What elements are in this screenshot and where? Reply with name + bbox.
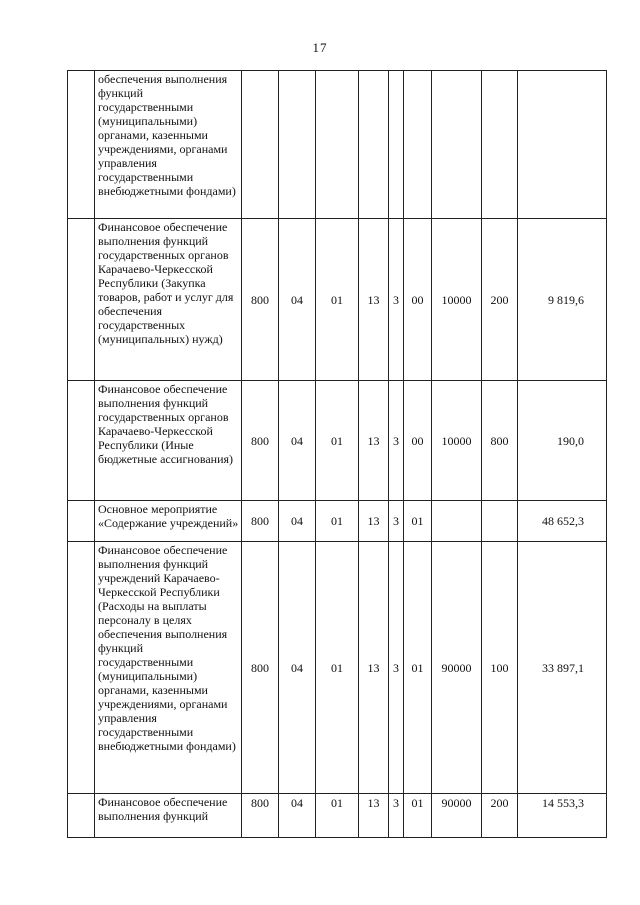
code-direction: 10000: [432, 381, 482, 501]
code-ministry: [242, 71, 279, 219]
code-section: 04: [279, 501, 316, 542]
table-cell-empty: [68, 381, 95, 501]
code-expense-type: [482, 501, 518, 542]
code-program: 13: [359, 794, 389, 838]
row-description: обеспечения выполнения функций государственными (муниципальными) органами, казенными учреждениями, органами управления государственными внебюджетными фондами): [95, 71, 242, 219]
table-cell-empty: [68, 501, 95, 542]
code-expense-type: [482, 71, 518, 219]
code-expense-type: 100: [482, 542, 518, 794]
code-activity: 00: [404, 381, 432, 501]
code-subsection: 01: [316, 542, 359, 794]
row-amount: 190,0: [518, 381, 607, 501]
code-subsection: [316, 71, 359, 219]
code-subprogram: 3: [389, 542, 404, 794]
code-direction: 10000: [432, 219, 482, 381]
table-row: [68, 219, 607, 381]
code-activity: 01: [404, 501, 432, 542]
code-program: 13: [359, 501, 389, 542]
code-subsection: 01: [316, 381, 359, 501]
code-section: 04: [279, 219, 316, 381]
row-amount: 9 819,6: [518, 219, 607, 381]
code-direction: 90000: [432, 542, 482, 794]
code-ministry: 800: [242, 501, 279, 542]
code-direction: [432, 501, 482, 542]
table-cell-empty: [68, 794, 95, 838]
code-subprogram: 3: [389, 794, 404, 838]
table-row: [68, 501, 607, 542]
table-cell-empty: [68, 219, 95, 381]
row-amount: 14 553,3: [518, 794, 607, 838]
code-ministry: 800: [242, 219, 279, 381]
row-description: Финансовое обеспечение выполнения функций государственных органов Карачаево-Черкесской Республики (Закупка товаров, работ и услуг для обеспечения государственных (муниципальных) нужд): [95, 219, 242, 381]
row-description: Основное мероприятие «Содержание учреждений»: [95, 501, 242, 542]
code-section: 04: [279, 381, 316, 501]
table-row: [68, 381, 607, 501]
code-direction: [432, 71, 482, 219]
row-description: Финансовое обеспечение выполнения функций учреждений Карачаево-Черкесской Республики (Расходы на выплаты персоналу в целях обеспечения выполнения функций государственными (муниципальными) органами, казенными учреждениями, органами управления государственными внебюджетными фондами): [95, 542, 242, 794]
page-number: 17: [312, 40, 328, 55]
code-ministry: 800: [242, 381, 279, 501]
table-row: [68, 542, 607, 794]
table-row: [68, 71, 607, 219]
code-subprogram: 3: [389, 501, 404, 542]
code-expense-type: 800: [482, 381, 518, 501]
code-subsection: 01: [316, 219, 359, 381]
code-expense-type: 200: [482, 219, 518, 381]
code-subsection: 01: [316, 794, 359, 838]
row-description: Финансовое обеспечение выполнения функций: [95, 794, 242, 838]
code-section: 04: [279, 794, 316, 838]
table-cell-empty: [68, 71, 95, 219]
row-description: Финансовое обеспечение выполнения функций государственных органов Карачаево-Черкесской Республики (Иные бюджетные ассигнования): [95, 381, 242, 501]
table-cell-empty: [68, 542, 95, 794]
row-amount: [518, 71, 607, 219]
table-row: [68, 794, 607, 838]
code-program: [359, 71, 389, 219]
code-subprogram: 3: [389, 219, 404, 381]
code-direction: 90000: [432, 794, 482, 838]
code-activity: [404, 71, 432, 219]
code-activity: 01: [404, 794, 432, 838]
code-subprogram: [389, 71, 404, 219]
row-amount: 48 652,3: [518, 501, 607, 542]
budget-table: [67, 70, 607, 838]
code-expense-type: 200: [482, 794, 518, 838]
code-program: 13: [359, 381, 389, 501]
code-program: 13: [359, 542, 389, 794]
code-activity: 01: [404, 542, 432, 794]
code-activity: 00: [404, 219, 432, 381]
code-ministry: 800: [242, 542, 279, 794]
row-amount: 33 897,1: [518, 542, 607, 794]
code-section: [279, 71, 316, 219]
code-program: 13: [359, 219, 389, 381]
code-subsection: 01: [316, 501, 359, 542]
code-section: 04: [279, 542, 316, 794]
code-subprogram: 3: [389, 381, 404, 501]
code-ministry: 800: [242, 794, 279, 838]
